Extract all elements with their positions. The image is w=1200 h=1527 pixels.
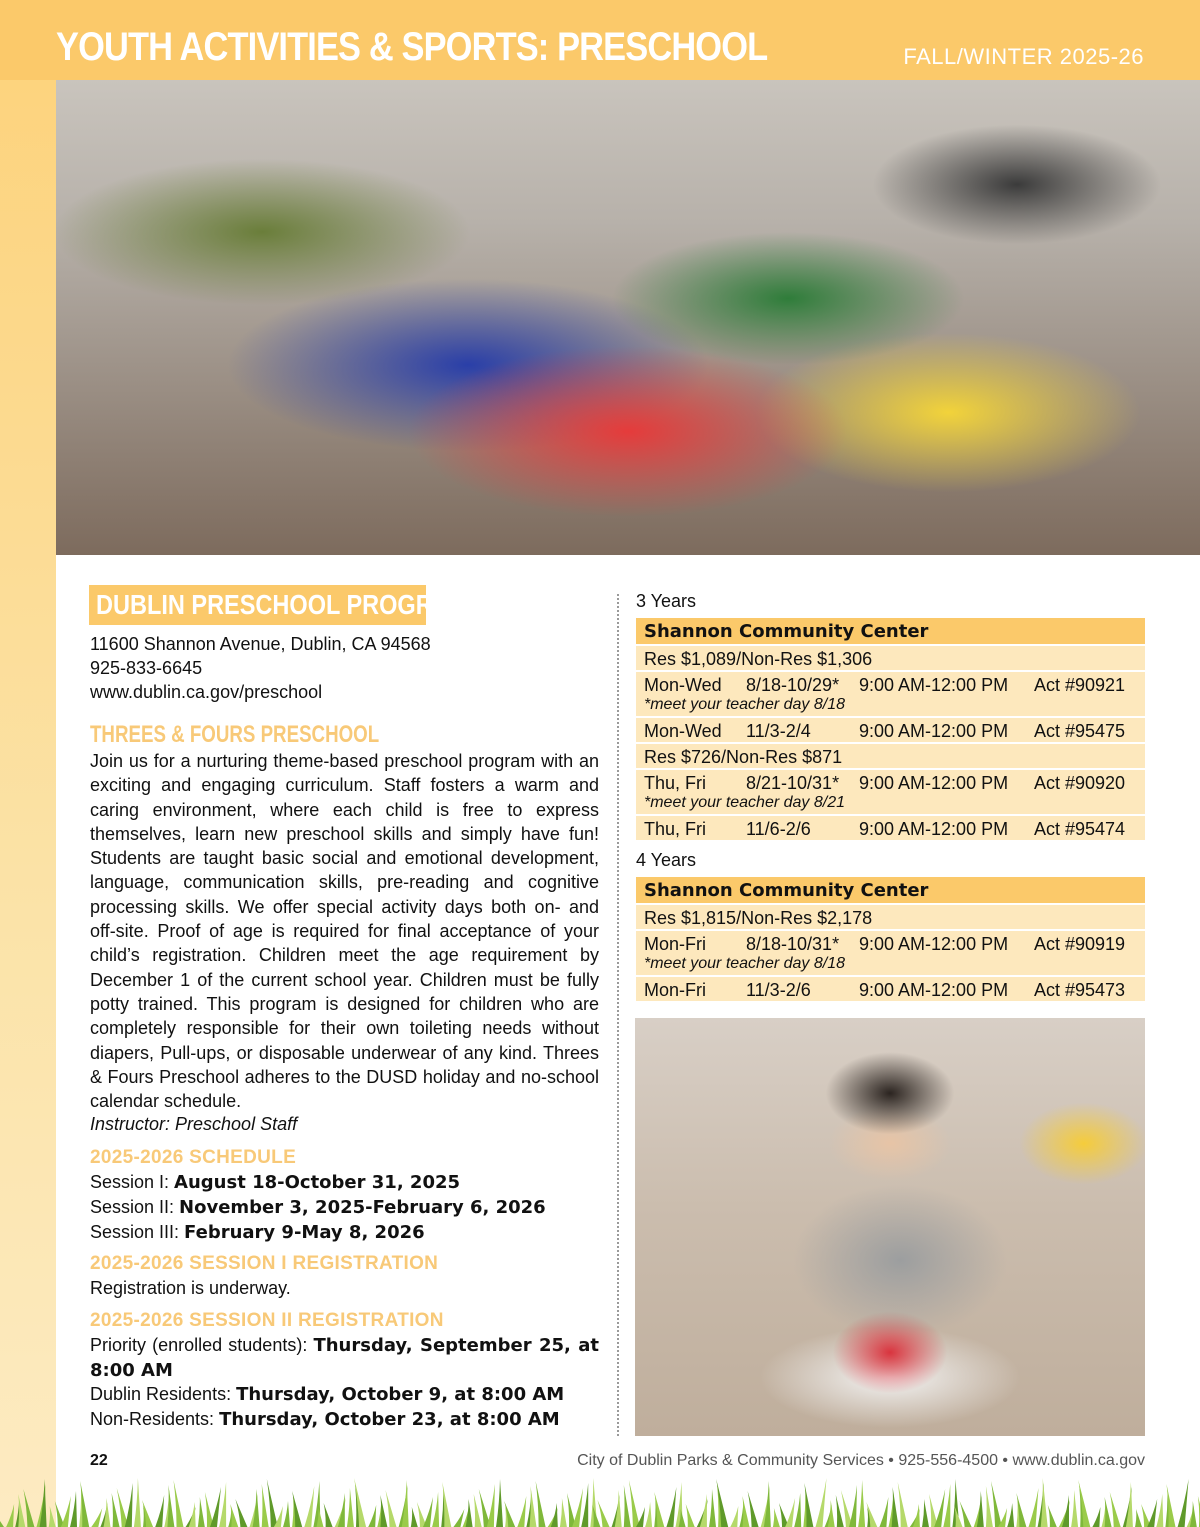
grass-blade: [253, 1489, 260, 1527]
grass-blade: [615, 1490, 622, 1527]
grass-blade: [0, 1509, 4, 1527]
grass-blade: [1135, 1509, 1142, 1527]
instructor: Instructor: Preschool Staff: [90, 1114, 298, 1134]
column-divider: [617, 594, 619, 1436]
session-dates: February 9-May 8, 2026: [184, 1222, 425, 1244]
activity-number: Act #90921: [1034, 675, 1126, 695]
session-line: Session I: August 18-October 31, 2025: [90, 1172, 461, 1193]
grass-blade: [1048, 1505, 1057, 1527]
grass-blade: [347, 1488, 354, 1527]
grass-blade: [991, 1481, 1002, 1527]
grass-blade: [581, 1483, 588, 1527]
grass-blade: [235, 1499, 247, 1527]
grass-blade: [18, 1494, 25, 1527]
grass-blade: [828, 1500, 835, 1527]
section-heading-box: [89, 585, 485, 625]
header-bar: [0, 0, 1200, 80]
grass-blade: [898, 1482, 908, 1527]
page-number: 22: [90, 1452, 108, 1469]
grass-border: [0, 1470, 1200, 1527]
grass-blade: [943, 1484, 950, 1527]
schedule-table-4-years: [636, 877, 1145, 1001]
schedule-table-3-years: [636, 618, 1145, 840]
priority-date: Thursday, September 25, at 8:00 AM: [90, 1335, 599, 1382]
grass-blade: [1029, 1488, 1039, 1527]
fee-row: Res $1,089/Non-Res $1,306: [636, 644, 1145, 670]
grass-blade: [730, 1506, 738, 1527]
grass-blade: [91, 1508, 102, 1527]
grass-blade: [686, 1504, 695, 1527]
website-link[interactable]: www.dublin.ca.gov/preschool: [90, 682, 323, 702]
activity-number: Act #90920: [1034, 773, 1126, 793]
hero-photo-preschool-group: [56, 80, 1200, 555]
residents-line: Dublin Residents: Thursday, October 9, at 8:00 AM: [90, 1384, 565, 1405]
grass-blade: [1078, 1480, 1090, 1527]
grass-blade: [23, 1489, 34, 1527]
program-description: Join us for a nurturing theme-based preschool program with an exciting and engaging curriculum. Staff fosters a warm and caring environment, where each child is free to express themselves, learn new preschool skills and simply have fun! Students are taught basic social and emotional development, language, communication skills, pre-reading and cognitive processing skills. We offer special activity days both on- and off-site. Proof of age is required for final acceptance of your child’s registration. Children meet the age requirement by December 1 of the current school year. Children must be fully potty trained. This program is designed for children who are completely responsible for their own toileting needs without diapers, Pull-ups, or disposable underwear of any kind. Threes & Fours Preschool adheres to the DUSD holiday and no-school calendar schedule.: [90, 751, 599, 1112]
grass-blade: [198, 1497, 205, 1527]
grass-blade: [411, 1507, 418, 1527]
grass-blade: [816, 1478, 827, 1527]
grass-blade: [324, 1503, 333, 1527]
grass-blade: [474, 1494, 482, 1527]
session1-registration-heading: 2025-2026 SESSION I REGISTRATION: [90, 1253, 439, 1274]
grass-blade: [986, 1486, 993, 1527]
grass-blade: [517, 1496, 526, 1527]
grass-blade: [1110, 1492, 1121, 1527]
activity-number: Act #95474: [1034, 819, 1126, 839]
table-row: Mon-Wed 8/18-10/29* 9:00 AM-12:00 PM Act #90921 *meet your teacher day 8/18: [636, 670, 1145, 716]
table-row: Thu, Fri 11/6-2/6 9:00 AM-12:00 PM Act #95474: [636, 814, 1145, 840]
session2-registration-heading: 2025-2026 SESSION II REGISTRATION: [90, 1310, 444, 1331]
activity-number: Act #90919: [1034, 934, 1126, 954]
grass-blade: [709, 1489, 716, 1527]
grass-blade: [879, 1497, 888, 1527]
grass-blade: [6, 1504, 14, 1527]
grass-blade: [560, 1498, 567, 1527]
activity-number: Act #95473: [1034, 980, 1126, 1000]
photo-child-playing-sand: [635, 1018, 1145, 1436]
phone: 925-833-6645: [90, 658, 203, 678]
session1-registration-text: Registration is underway.: [90, 1278, 291, 1298]
grass-blade: [645, 1502, 652, 1527]
session-dates: August 18-October 31, 2025: [174, 1172, 461, 1193]
grass-blade: [960, 1501, 972, 1527]
grass-blade: [49, 1506, 56, 1527]
grass-blade: [432, 1492, 439, 1527]
section-heading: DUBLIN PRESCHOOL PROGRAMS: [96, 589, 485, 620]
left-decorative-band: [0, 0, 56, 1527]
grass-blade: [794, 1493, 801, 1527]
grass-blade: [629, 1480, 640, 1527]
threes-fours-heading: THREES & FOURS PRESCHOOL: [90, 721, 380, 748]
fee-row: Res $726/Non-Res $871: [636, 742, 1145, 768]
grass-blade: [748, 1491, 759, 1527]
schedule-heading: 2025-2026 SCHEDULE: [90, 1147, 297, 1168]
session-line: Session III: February 9-May 8, 2026: [90, 1222, 425, 1244]
grass-blade: [466, 1499, 473, 1527]
schedule-list: [90, 1170, 546, 1246]
grass-blade: [386, 1490, 397, 1527]
grass-blade: [283, 1501, 290, 1527]
session-dates: November 3, 2025-February 6, 2026: [179, 1197, 546, 1219]
table-row: Mon-Fri 8/18-10/31* 9:00 AM-12:00 PM Act #90919 *meet your teacher day 8/18: [636, 929, 1145, 975]
grass-blade: [773, 1508, 780, 1527]
grass-blade: [743, 1496, 750, 1527]
fee-row: Res $1,815/Non-Res $2,178: [636, 903, 1145, 929]
grass-blade: [1190, 1501, 1197, 1527]
nonresidents-line: Non-Residents: Thursday, October 23, at 8:00 AM: [90, 1409, 560, 1431]
session2-priority: Priority (enrolled students): Thursday, September 25, at 8:00 AM: [90, 1335, 599, 1382]
grass-blade: [70, 1491, 77, 1527]
grass-blade: [304, 1486, 314, 1527]
grass-blade: [174, 1480, 184, 1527]
table-row: Thu, Fri 8/21-10/31* 9:00 AM-12:00 PM Act #90920 *meet your teacher day 8/21: [636, 768, 1145, 814]
table-row: Mon-Fri 11/3-2/6 9:00 AM-12:00 PM Act #95473: [636, 975, 1145, 1001]
address: 11600 Shannon Avenue, Dublin, CA 94568: [90, 634, 431, 654]
activity-number: Act #95475: [1034, 721, 1126, 741]
grass-blade: [155, 1495, 164, 1527]
footer-text: City of Dublin Parks & Community Services • 925-556-4500 • www.dublin.ca.gov: [577, 1452, 1145, 1469]
grass-blade: [262, 1484, 269, 1527]
grass-blade: [1071, 1490, 1078, 1527]
grass-blade: [134, 1478, 141, 1527]
season-label: FALL/WINTER 2025-26: [903, 44, 1144, 69]
session-line: Session II: November 3, 2025-February 6, 2026: [90, 1197, 546, 1219]
session2-registration-dates: [90, 1382, 564, 1432]
table-row: Mon-Wed 11/3-2/4 9:00 AM-12:00 PM Act #95475: [636, 716, 1145, 742]
grass-blade: [624, 1485, 631, 1527]
grass-blade: [1156, 1494, 1163, 1527]
grass-blade: [104, 1498, 111, 1527]
grass-blade: [1092, 1507, 1100, 1527]
age-label-3-years: 3 Years: [636, 591, 697, 611]
grass-blade: [368, 1505, 376, 1527]
grass-blade: [858, 1480, 865, 1527]
grass-blade: [836, 1495, 844, 1527]
grass-blade: [496, 1479, 503, 1527]
grass-blade: [1178, 1479, 1189, 1527]
grass-blade: [219, 1482, 226, 1527]
grass-blade: [112, 1493, 120, 1527]
grass-blade: [922, 1499, 929, 1527]
grass-blade: [716, 1479, 728, 1527]
grass-blade: [536, 1481, 546, 1527]
age-label-4-years: 4 Years: [636, 850, 697, 870]
grass-blade: [1007, 1503, 1014, 1527]
grass-blade: [354, 1478, 366, 1527]
grass-blade: [666, 1487, 676, 1527]
grass-blade: [977, 1491, 984, 1527]
grass-blade: [453, 1509, 464, 1527]
grass-blade: [380, 1495, 387, 1527]
grass-blade: [598, 1500, 610, 1527]
location-header: Shannon Community Center: [636, 877, 1145, 903]
grass-blade: [1105, 1497, 1112, 1527]
page-title: YOUTH ACTIVITIES & SPORTS: PRESCHOOL: [56, 25, 768, 69]
location-header: Shannon Community Center: [636, 618, 1145, 644]
contact-info: [90, 632, 431, 704]
grass-blade: [267, 1479, 278, 1527]
